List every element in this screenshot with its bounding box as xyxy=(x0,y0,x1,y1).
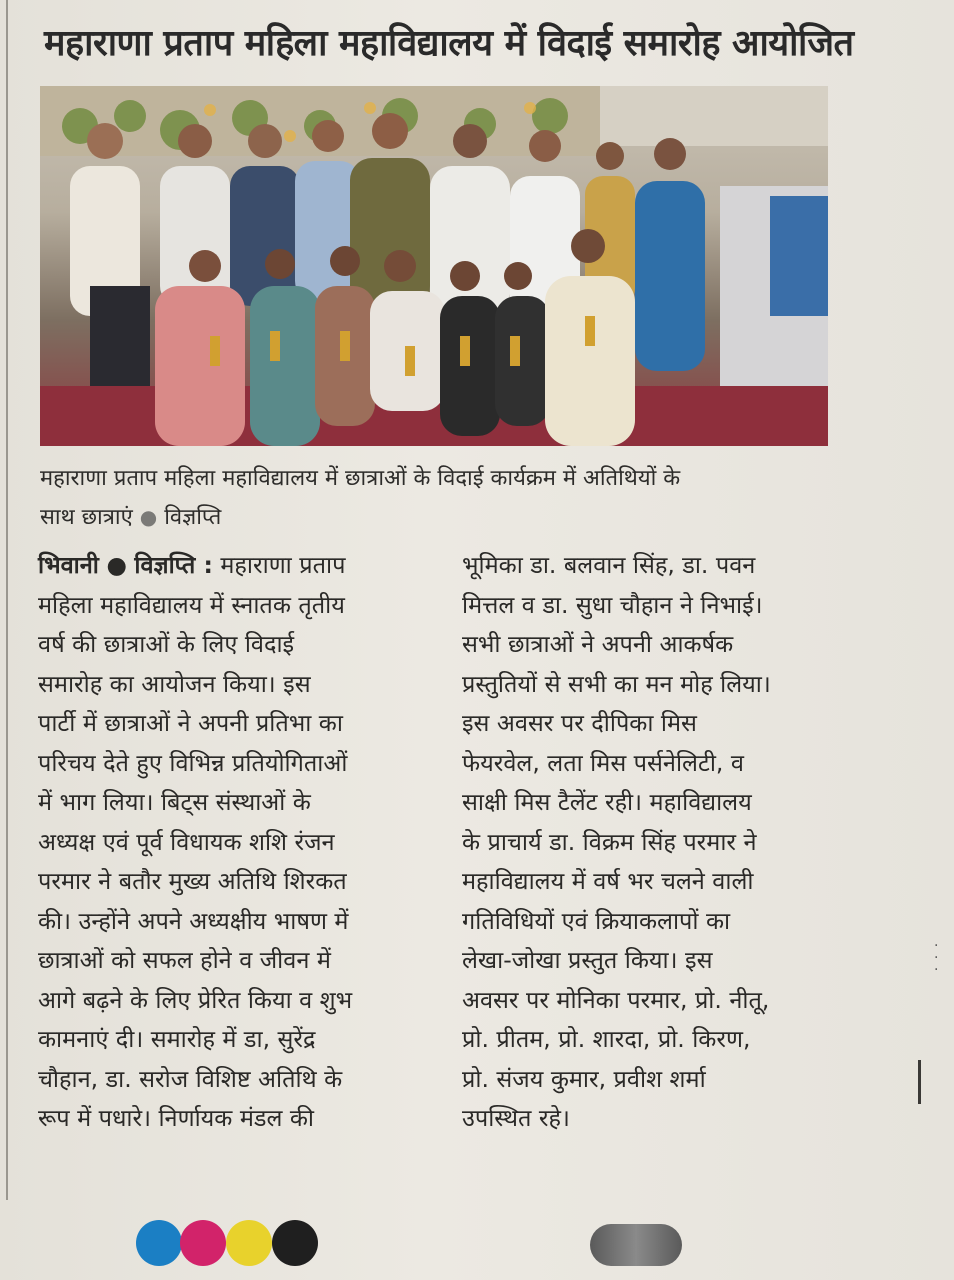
body-line: भूमिका डा. बलवान सिंह, डा. पवन xyxy=(462,551,756,579)
caption-line-2 xyxy=(40,498,830,537)
cyan-dot xyxy=(136,1220,182,1266)
yellow-dot xyxy=(226,1220,272,1266)
dateline-line xyxy=(38,546,418,586)
body-line: प्रस्तुतियों से सभी का मन मोह लिया। xyxy=(462,669,771,698)
body-line: इस अवसर पर दीपिका मिस xyxy=(462,709,697,737)
body-line: परिचय देते हुए विभिन्न प्रतियोगिताओं xyxy=(38,748,348,777)
body-line: उपस्थित रहे। xyxy=(462,1104,570,1132)
body-line: साक्षी मिस टैलेंट रही। महाविद्यालय xyxy=(462,788,752,816)
body-line: महिला महाविद्यालय में स्नातक तृतीय xyxy=(38,590,345,619)
body-line: कामनाएं दी। समारोह में डा, सुरेंद्र xyxy=(38,1025,316,1053)
column-rule-right xyxy=(918,1060,921,1104)
body-line: सभी छात्राओं ने अपनी आकर्षक xyxy=(462,630,734,658)
body-line: गतिविधियों एवं क्रियाकलापों का xyxy=(462,906,731,935)
article-column-left xyxy=(38,546,418,1139)
fold-marks: · · · xyxy=(934,938,939,978)
group-photo-illustration xyxy=(40,86,828,446)
body-line: पार्टी में छात्राओं ने अपनी प्रतिभा का xyxy=(38,709,343,737)
caption-text: साथ छात्राएं xyxy=(40,505,133,530)
body-line: आगे बढ़ने के लिए प्रेरित किया व शुभ xyxy=(38,985,353,1014)
group-photo xyxy=(40,86,828,446)
body-line: में भाग लिया। बिट्स संस्थाओं के xyxy=(38,788,311,816)
dateline-place: भिवानी xyxy=(38,551,99,579)
body-line: अवसर पर मोनिका परमार, प्रो. नीतू, xyxy=(462,985,770,1014)
body-line: चौहान, डा. सरोज विशिष्ट अतिथि के xyxy=(38,1064,343,1093)
bullet-icon: ● xyxy=(106,551,127,579)
bullet-icon: ● xyxy=(139,505,158,529)
body-line: प्रो. प्रीतम, प्रो. शारदा, प्रो. किरण, xyxy=(462,1025,751,1053)
body-line: महाविद्यालय में वर्ष भर चलने वाली xyxy=(462,867,754,895)
caption-source: विज्ञप्ति xyxy=(164,505,222,530)
photo-caption xyxy=(40,460,830,537)
column-rule-left xyxy=(6,0,8,1200)
article-headline: महाराणा प्रताप महिला महाविद्यालय में विदाई समारोह आयोजित xyxy=(44,23,854,64)
body-line: महाराणा प्रताप xyxy=(220,551,346,579)
dateline-source: विज्ञप्ति : xyxy=(134,551,213,579)
body-line: प्रो. संजय कुमार, प्रवीश शर्मा xyxy=(462,1064,706,1093)
grey-registration-mark xyxy=(590,1224,682,1266)
body-line: रूप में पधारे। निर्णायक मंडल की xyxy=(38,1104,314,1132)
body-line: के प्राचार्य डा. विक्रम सिंह परमार ने xyxy=(462,827,757,856)
body-line: वर्ष की छात्राओं के लिए विदाई xyxy=(38,630,295,658)
print-registration-dots xyxy=(136,1220,326,1268)
body-line: फेयरवेल, लता मिस पर्सनेलिटी, व xyxy=(462,748,744,777)
body-line: लेखा-जोखा प्रस्तुत किया। इस xyxy=(462,946,713,974)
body-line: मित्तल व डा. सुधा चौहान ने निभाई। xyxy=(462,590,763,619)
body-line: समारोह का आयोजन किया। इस xyxy=(38,669,311,698)
body-line: अध्यक्ष एवं पूर्व विधायक शशि रंजन xyxy=(38,827,335,856)
body-line: छात्राओं को सफल होने व जीवन में xyxy=(38,946,331,974)
magenta-dot xyxy=(180,1220,226,1266)
article-column-right xyxy=(462,546,842,1139)
black-dot xyxy=(272,1220,318,1266)
caption-line-1: महाराणा प्रताप महिला महाविद्यालय में छात्राओं के विदाई कार्यक्रम में अतिथियों के xyxy=(40,466,681,491)
body-line: परमार ने बतौर मुख्य अतिथि शिरकत xyxy=(38,867,347,895)
body-line: की। उन्होंने अपने अध्यक्षीय भाषण में xyxy=(38,906,349,935)
